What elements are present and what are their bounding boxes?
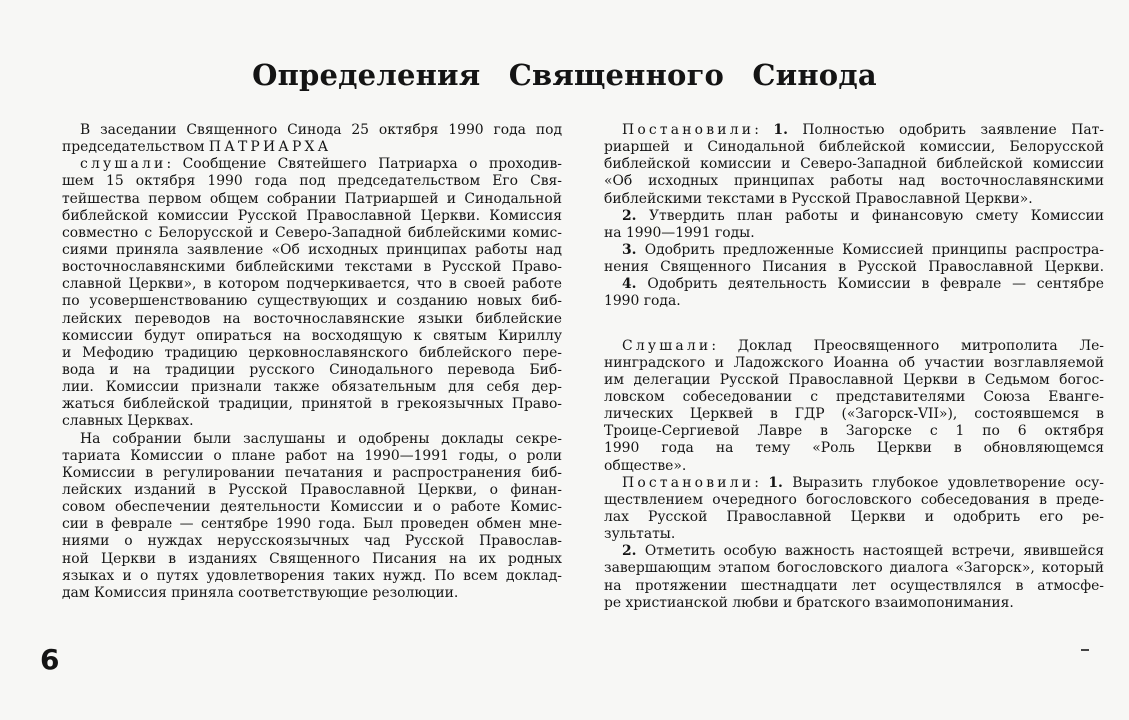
line-text: завершающим этапом богословского диалога «Загорск», который: [604, 560, 1104, 577]
text-line: [62, 122, 562, 139]
line-text: совом обеспечении деятельности Комиссии и о работе Комис-: [62, 499, 562, 516]
line-text: вода и на традиции русского Синодального перевода Биб-: [62, 361, 562, 378]
text-line: [62, 225, 562, 242]
text-line: [62, 551, 562, 568]
line-text: на 1990—1991 годы.: [604, 224, 755, 241]
text-line: [62, 533, 562, 550]
line-text: Одобрить деятельность Комиссии в феврале — сентябре: [636, 276, 1104, 293]
text-line: [604, 475, 1104, 492]
item-number: 2.: [622, 543, 637, 560]
line-text: Комиссии в регулировании печатания и распространения биб-: [62, 464, 562, 481]
text-line: [604, 156, 1104, 173]
line-text: На собрании были заслушаны и одобрены доклады секре-: [80, 430, 562, 447]
text-line: [604, 191, 1104, 208]
text-line: [62, 516, 562, 533]
text-line: [62, 276, 562, 293]
text-line: [604, 440, 1104, 457]
line-text: В заседании Священного Синода 25 октября 1990 года под: [80, 122, 562, 138]
text-line: [604, 458, 1104, 475]
line-text: 1990 года на тему «Роль Церкви в обновляющемся: [604, 440, 1104, 457]
spaced-keyword: слушали: [80, 156, 167, 173]
item-number: 1.: [768, 474, 783, 491]
text-line: [604, 338, 1104, 355]
line-text: нения Священного Писания в Русской Православной Церкви.: [604, 259, 1104, 276]
text-line: [62, 259, 562, 276]
line-text: библейской комиссии Русской Православной Церкви. Комиссия: [62, 207, 562, 224]
line-text: лах Русской Православной Церкви и одобрить его ре-: [604, 508, 1104, 525]
line-text: восточнославянскими библейскими текстами в Русской Право-: [62, 259, 562, 276]
text-line: [604, 543, 1104, 560]
line-text: славной Церкви», в котором подчеркивается, что в своей работе: [62, 276, 562, 293]
text-line: [62, 311, 562, 328]
text-line: [62, 465, 562, 482]
line-text: ловском собеседовании с представителями Союза Евангe-: [604, 388, 1104, 405]
line-text: и Мефодию традицию церковнославянского библейского пере-: [62, 344, 562, 361]
text-line: [62, 328, 562, 345]
line-text: библейскими текстами в Русской Православной Церкви».: [604, 190, 1033, 207]
page-title: Определения Священного Синода: [252, 58, 877, 92]
text-line: [62, 482, 562, 499]
right-column: [604, 122, 1104, 612]
text-line: [62, 499, 562, 516]
line-text: ществлением очередного богословского собеседования в преде-: [604, 491, 1104, 508]
text-line: [62, 585, 562, 602]
spaced-keyword: Постановили: [622, 122, 755, 138]
text-line: [604, 208, 1104, 225]
text-line: [604, 259, 1104, 276]
spaced-keyword: Слушали: [622, 337, 712, 354]
item-number: 4.: [622, 276, 637, 293]
text-line: [604, 276, 1104, 293]
line-text: им делегации Русской Православной Церкви в Седьмом богос-: [604, 371, 1104, 388]
text-line: [62, 208, 562, 225]
text-line: [604, 526, 1104, 543]
line-text: председательством: [62, 139, 209, 156]
text-line: [62, 293, 562, 310]
line-text: Одобрить предложенные Комиссией принципы распростра-: [636, 241, 1104, 258]
text-line: [62, 362, 562, 379]
line-text: :: [754, 122, 774, 138]
text-line: [62, 396, 562, 413]
text-line: [604, 173, 1104, 190]
line-text: сии в феврале — сентябре 1990 года. Был проведен обмен мне-: [62, 516, 562, 533]
line-text: обществе».: [604, 457, 687, 474]
spaced-keyword: ПАТРИАРХА: [208, 139, 332, 156]
spaced-keyword: Постановили: [622, 474, 755, 491]
text-line: [62, 345, 562, 362]
text-line: [604, 225, 1104, 242]
left-column: [62, 122, 562, 602]
line-text: комиссии будут опираться на восходящую к святым Кириллу: [62, 327, 562, 344]
line-text: ниями о нуждах нерусскоязычных чад Русской Православ-: [62, 533, 562, 550]
text-line: [62, 156, 562, 173]
item-number: 3.: [622, 241, 637, 258]
line-text: «Об исходных принципах работы над восточнославянскими: [604, 173, 1104, 190]
text-line: [62, 139, 562, 156]
text-line: [604, 372, 1104, 389]
text-line: [62, 242, 562, 259]
line-text: риаршей и Синодальной библейской комиссии, Белорусской: [604, 139, 1104, 156]
line-text: : Сообщение Святейшего Патриарха о проходив-: [166, 156, 562, 173]
text-line: [62, 173, 562, 190]
line-text: по усовершенствованию существующих и созданию новых биб-: [62, 293, 562, 310]
text-line: [62, 431, 562, 448]
page-mark: [1081, 649, 1089, 651]
line-text: тариата Комиссии о плане работ на 1990—1991 годы, о роли: [62, 447, 562, 464]
page-number: 6: [40, 643, 60, 676]
line-text: Отметить особую важность настоящей встречи, явившейся: [636, 543, 1104, 560]
text-line: [604, 139, 1104, 156]
line-text: 1990 года.: [604, 293, 681, 310]
text-line: [604, 242, 1104, 259]
line-text: Утвердить план работы и финансовую смету Комиссии: [636, 207, 1104, 224]
text-line: [604, 389, 1104, 406]
line-text: дам Комиссия приняла соответствующие резолюции.: [62, 584, 459, 601]
line-text: тейшества первом общем собрании Патриаршей и Синодальной: [62, 190, 562, 207]
item-number: 1.: [773, 122, 788, 138]
line-text: :: [754, 474, 769, 491]
item-number: 2.: [622, 207, 637, 224]
text-line: [604, 509, 1104, 526]
line-text: зультаты.: [604, 526, 676, 543]
line-text: ре христианской любви и братского взаимопонимания.: [604, 594, 1014, 611]
text-line: [604, 423, 1104, 440]
line-text: лии. Комиссии признали также обязательным для себя дер-: [62, 379, 562, 396]
text-line: [604, 406, 1104, 423]
line-text: Выразить глубокое удовлетворение осу-: [782, 474, 1104, 491]
line-text: библейской комиссии и Северо-Западной библейской комиссии: [604, 156, 1104, 173]
line-text: : Доклад Преосвященного митрополита Ле-: [711, 337, 1104, 354]
text-line: [604, 595, 1104, 612]
line-text: ной Церкви в изданиях Священного Писания на их родных: [62, 550, 562, 567]
text-line: [604, 492, 1104, 509]
text-line: [62, 413, 562, 430]
text-line: [604, 560, 1104, 577]
line-text: сиями приняла заявление «Об исходных принципах работы над: [62, 241, 562, 258]
line-text: нинградского и Ладожского Иоанна об участии возглавляемой: [604, 354, 1104, 371]
text-line: [604, 293, 1104, 310]
line-text: языках и о путях удовлетворения таких нужд. По всем доклад-: [62, 567, 562, 584]
paragraph-gap: [604, 311, 1104, 338]
line-text: славных Церквах.: [62, 413, 194, 430]
line-text: совместно с Белорусской и Северо-Западной библейскими комис-: [62, 224, 562, 241]
line-text: Полностью одобрить заявление Пат-: [787, 122, 1104, 138]
line-text: лейских изданий в Русской Православной Церкви, о финан-: [62, 481, 562, 498]
line-text: жаться библейской традиции, принятой в грекоязычных Право-: [62, 396, 562, 413]
line-text: на протяжении шестнадцати лет осуществлялся в атмосфе-: [604, 577, 1104, 594]
text-line: [604, 355, 1104, 372]
line-text: шем 15 октября 1990 года под председательством Его Свя-: [62, 173, 562, 190]
line-text: лических Церквей в ГДР («Загорск-VII»), состоявшемся в: [604, 406, 1104, 423]
text-line: [604, 122, 1104, 139]
text-line: [604, 578, 1104, 595]
text-line: [62, 568, 562, 585]
text-line: [62, 379, 562, 396]
line-text: лейских переводов на восточнославянские языки библейские: [62, 310, 562, 327]
line-text: Троице-Сергиевой Лавре в Загорске с 1 по 6 октября: [604, 423, 1104, 440]
text-line: [62, 191, 562, 208]
text-line: [62, 448, 562, 465]
